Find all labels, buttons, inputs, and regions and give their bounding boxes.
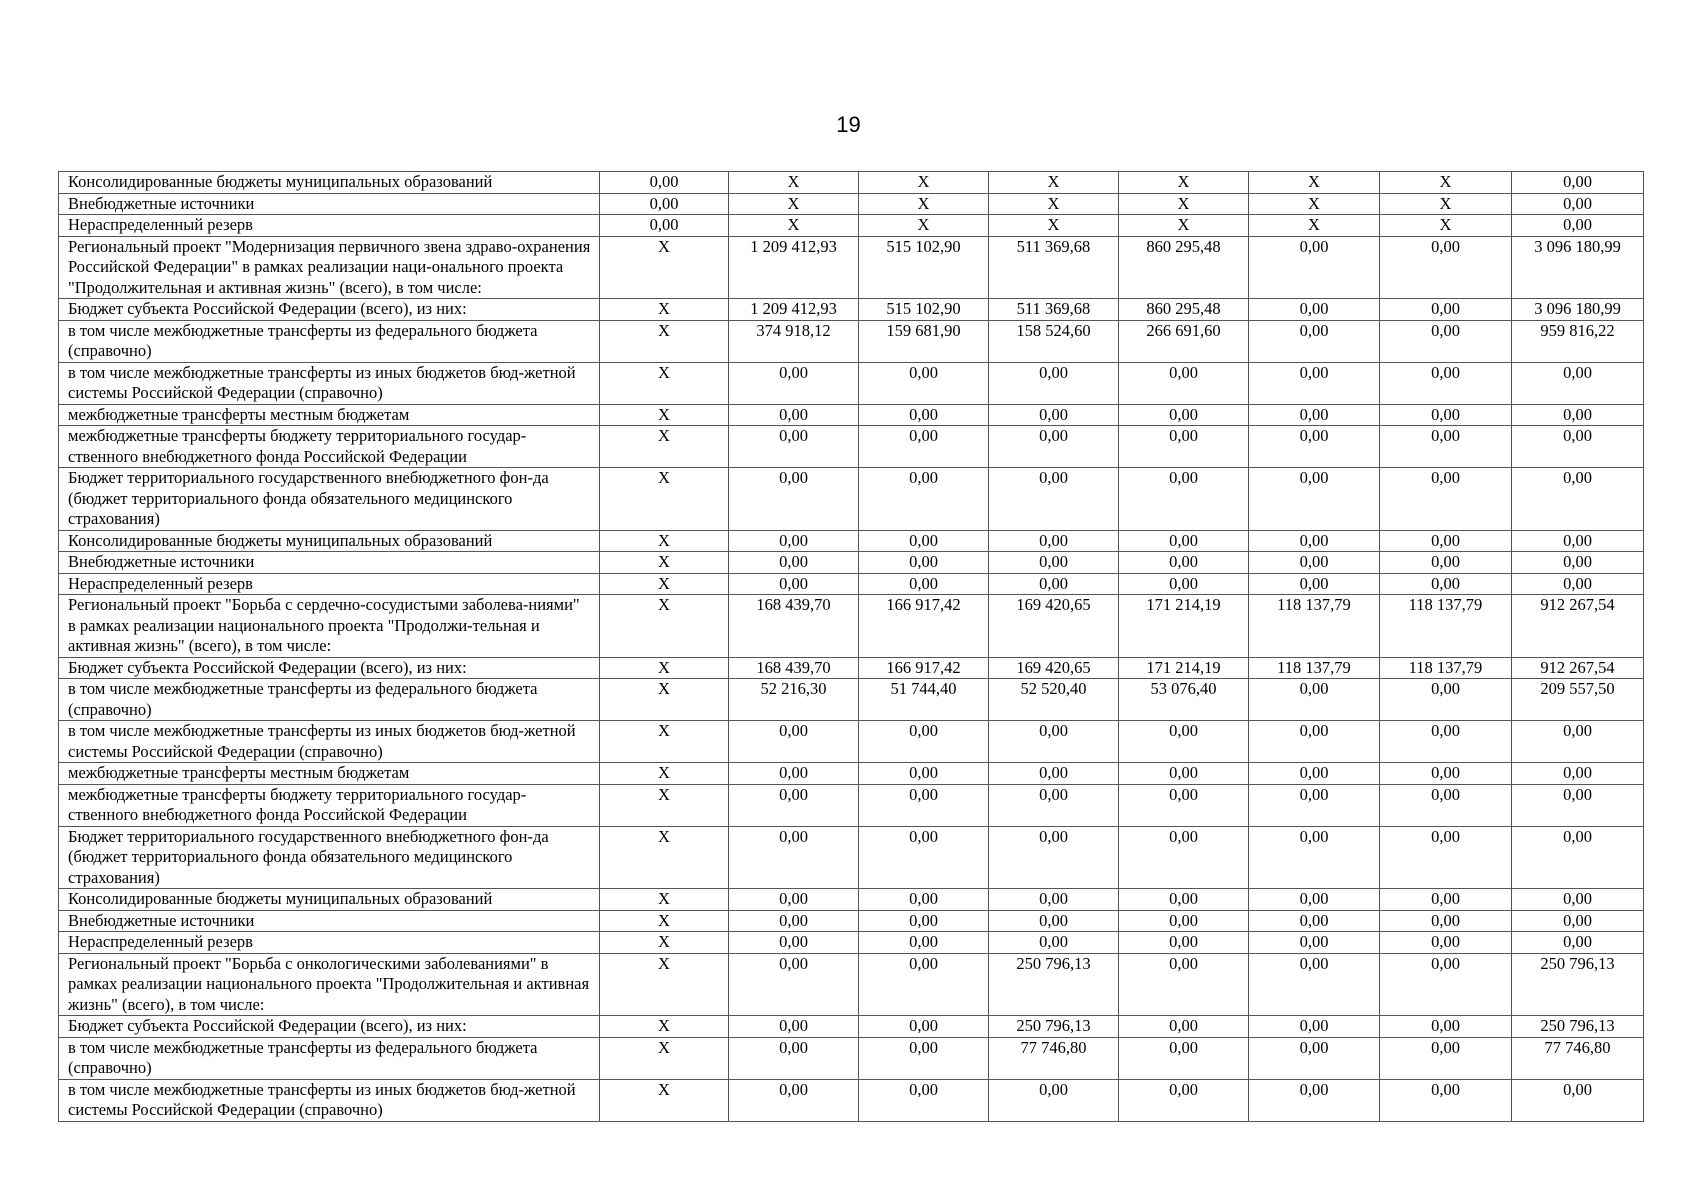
value-cell: 0,00 bbox=[859, 552, 989, 574]
value-cell: 0,00 bbox=[859, 784, 989, 826]
table-row bbox=[59, 763, 1644, 785]
value-cell: 0,00 bbox=[1512, 215, 1644, 237]
value-cell: 0,00 bbox=[600, 215, 729, 237]
value-cell: 0,00 bbox=[859, 889, 989, 911]
value-cell: 0,00 bbox=[1380, 362, 1512, 404]
value-cell: 0,00 bbox=[859, 953, 989, 1016]
value-cell: 0,00 bbox=[729, 953, 859, 1016]
table-row bbox=[59, 1079, 1644, 1121]
value-cell: X bbox=[1249, 172, 1380, 194]
value-cell: X bbox=[989, 215, 1119, 237]
value-cell: 0,00 bbox=[859, 826, 989, 889]
value-cell: X bbox=[1249, 193, 1380, 215]
table-row bbox=[59, 236, 1644, 299]
value-cell: 511 369,68 bbox=[989, 236, 1119, 299]
value-cell: 0,00 bbox=[1380, 404, 1512, 426]
value-cell: 0,00 bbox=[1119, 1016, 1249, 1038]
value-cell: 0,00 bbox=[989, 763, 1119, 785]
value-cell: X bbox=[1380, 172, 1512, 194]
row-label-cell: в том числе межбюджетные трансферты из федерального бюджета (справочно) bbox=[59, 1037, 600, 1079]
value-cell: X bbox=[600, 299, 729, 321]
value-cell: 0,00 bbox=[729, 426, 859, 468]
row-label-cell: межбюджетные трансферты местным бюджетам bbox=[59, 763, 600, 785]
value-cell: 0,00 bbox=[1380, 679, 1512, 721]
value-cell: 0,00 bbox=[1380, 530, 1512, 552]
value-cell: 169 420,65 bbox=[989, 657, 1119, 679]
value-cell: 0,00 bbox=[729, 932, 859, 954]
table-row bbox=[59, 530, 1644, 552]
value-cell: 0,00 bbox=[1380, 1016, 1512, 1038]
value-cell: 0,00 bbox=[989, 932, 1119, 954]
value-cell: 0,00 bbox=[989, 573, 1119, 595]
value-cell: X bbox=[600, 910, 729, 932]
value-cell: 166 917,42 bbox=[859, 595, 989, 658]
value-cell: 168 439,70 bbox=[729, 657, 859, 679]
value-cell: 3 096 180,99 bbox=[1512, 299, 1644, 321]
value-cell: 0,00 bbox=[859, 1037, 989, 1079]
value-cell: 0,00 bbox=[1512, 530, 1644, 552]
table-row bbox=[59, 362, 1644, 404]
row-label-cell: Консолидированные бюджеты муниципальных образований bbox=[59, 530, 600, 552]
value-cell: 0,00 bbox=[989, 552, 1119, 574]
value-cell: 0,00 bbox=[1380, 784, 1512, 826]
value-cell: X bbox=[1249, 215, 1380, 237]
value-cell: 0,00 bbox=[989, 530, 1119, 552]
value-cell: 0,00 bbox=[1512, 910, 1644, 932]
value-cell: 0,00 bbox=[859, 530, 989, 552]
row-label-cell: Консолидированные бюджеты муниципальных образований bbox=[59, 172, 600, 194]
value-cell: X bbox=[600, 953, 729, 1016]
value-cell: 0,00 bbox=[729, 889, 859, 911]
value-cell: 118 137,79 bbox=[1249, 595, 1380, 658]
value-cell: 0,00 bbox=[1249, 826, 1380, 889]
value-cell: 0,00 bbox=[600, 172, 729, 194]
value-cell: 169 420,65 bbox=[989, 595, 1119, 658]
value-cell: 0,00 bbox=[1119, 910, 1249, 932]
table-row bbox=[59, 595, 1644, 658]
value-cell: 77 746,80 bbox=[1512, 1037, 1644, 1079]
table-row bbox=[59, 1037, 1644, 1079]
value-cell: 266 691,60 bbox=[1119, 320, 1249, 362]
table-row bbox=[59, 953, 1644, 1016]
value-cell: 0,00 bbox=[859, 763, 989, 785]
value-cell: 0,00 bbox=[989, 826, 1119, 889]
value-cell: 0,00 bbox=[989, 721, 1119, 763]
row-label-cell: в том числе межбюджетные трансферты из федерального бюджета (справочно) bbox=[59, 679, 600, 721]
value-cell: 0,00 bbox=[1380, 1079, 1512, 1121]
value-cell: 0,00 bbox=[859, 573, 989, 595]
table-row bbox=[59, 932, 1644, 954]
table-row bbox=[59, 1016, 1644, 1038]
row-label-cell: Бюджет субъекта Российской Федерации (всего), из них: bbox=[59, 657, 600, 679]
value-cell: 0,00 bbox=[1249, 889, 1380, 911]
value-cell: 0,00 bbox=[1380, 721, 1512, 763]
value-cell: 0,00 bbox=[1249, 426, 1380, 468]
value-cell: 0,00 bbox=[1119, 1079, 1249, 1121]
value-cell: 0,00 bbox=[1119, 468, 1249, 531]
value-cell: 0,00 bbox=[859, 721, 989, 763]
value-cell: 912 267,54 bbox=[1512, 657, 1644, 679]
value-cell: 0,00 bbox=[729, 763, 859, 785]
row-label-cell: в том числе межбюджетные трансферты из иных бюджетов бюд-жетной системы Российской Федерации (справочно) bbox=[59, 362, 600, 404]
value-cell: 166 917,42 bbox=[859, 657, 989, 679]
value-cell: 0,00 bbox=[1380, 299, 1512, 321]
value-cell: 511 369,68 bbox=[989, 299, 1119, 321]
value-cell: 77 746,80 bbox=[989, 1037, 1119, 1079]
value-cell: X bbox=[1119, 193, 1249, 215]
value-cell: 158 524,60 bbox=[989, 320, 1119, 362]
value-cell: X bbox=[600, 404, 729, 426]
value-cell: 0,00 bbox=[1119, 721, 1249, 763]
value-cell: 0,00 bbox=[729, 784, 859, 826]
table-row bbox=[59, 404, 1644, 426]
value-cell: X bbox=[600, 932, 729, 954]
value-cell: X bbox=[600, 826, 729, 889]
table-row bbox=[59, 721, 1644, 763]
value-cell: 0,00 bbox=[1119, 763, 1249, 785]
value-cell: 3 096 180,99 bbox=[1512, 236, 1644, 299]
value-cell: 0,00 bbox=[989, 1079, 1119, 1121]
value-cell: 0,00 bbox=[1380, 236, 1512, 299]
value-cell: 0,00 bbox=[729, 826, 859, 889]
row-label-cell: в том числе межбюджетные трансферты из иных бюджетов бюд-жетной системы Российской Федерации (справочно) bbox=[59, 721, 600, 763]
value-cell: 118 137,79 bbox=[1249, 657, 1380, 679]
value-cell: 0,00 bbox=[729, 573, 859, 595]
value-cell: 0,00 bbox=[1119, 404, 1249, 426]
row-label-cell: межбюджетные трансферты бюджету территориального государ-ственного внебюджетного фонда Российской Федерации bbox=[59, 426, 600, 468]
value-cell: X bbox=[600, 320, 729, 362]
value-cell: 0,00 bbox=[1249, 573, 1380, 595]
value-cell: 52 520,40 bbox=[989, 679, 1119, 721]
row-label-cell: Нераспределенный резерв bbox=[59, 215, 600, 237]
value-cell: 0,00 bbox=[989, 784, 1119, 826]
value-cell: 0,00 bbox=[859, 910, 989, 932]
value-cell: 0,00 bbox=[1512, 193, 1644, 215]
value-cell: X bbox=[1119, 172, 1249, 194]
value-cell: X bbox=[600, 468, 729, 531]
value-cell: X bbox=[859, 215, 989, 237]
value-cell: X bbox=[729, 172, 859, 194]
value-cell: 860 295,48 bbox=[1119, 299, 1249, 321]
value-cell: 159 681,90 bbox=[859, 320, 989, 362]
value-cell: 0,00 bbox=[1380, 468, 1512, 531]
value-cell: 0,00 bbox=[729, 404, 859, 426]
table-row bbox=[59, 910, 1644, 932]
value-cell: 168 439,70 bbox=[729, 595, 859, 658]
value-cell: 0,00 bbox=[1249, 236, 1380, 299]
value-cell: 0,00 bbox=[1119, 889, 1249, 911]
value-cell: X bbox=[600, 784, 729, 826]
row-label-cell: Нераспределенный резерв bbox=[59, 932, 600, 954]
value-cell: X bbox=[729, 215, 859, 237]
value-cell: 0,00 bbox=[1119, 784, 1249, 826]
value-cell: X bbox=[600, 426, 729, 468]
value-cell: 860 295,48 bbox=[1119, 236, 1249, 299]
value-cell: 0,00 bbox=[729, 721, 859, 763]
table-row bbox=[59, 657, 1644, 679]
value-cell: 0,00 bbox=[729, 1079, 859, 1121]
value-cell: 0,00 bbox=[729, 530, 859, 552]
row-label-cell: Бюджет территориального государственного внебюджетного фон-да (бюджет территориального фонда обязательного медицинского страхования) bbox=[59, 826, 600, 889]
value-cell: 515 102,90 bbox=[859, 299, 989, 321]
value-cell: 0,00 bbox=[859, 426, 989, 468]
value-cell: 912 267,54 bbox=[1512, 595, 1644, 658]
row-label-cell: Региональный проект "Борьба с онкологическими заболеваниями" в рамках реализации национального проекта "Продолжительная и активная жизнь" (всего), в том числе: bbox=[59, 953, 600, 1016]
value-cell: 0,00 bbox=[1512, 172, 1644, 194]
value-cell: 0,00 bbox=[1119, 953, 1249, 1016]
value-cell: 0,00 bbox=[989, 426, 1119, 468]
value-cell: 0,00 bbox=[1512, 552, 1644, 574]
value-cell: 0,00 bbox=[1380, 889, 1512, 911]
value-cell: 0,00 bbox=[1380, 826, 1512, 889]
value-cell: X bbox=[600, 763, 729, 785]
value-cell: 0,00 bbox=[1119, 552, 1249, 574]
value-cell: 0,00 bbox=[859, 468, 989, 531]
value-cell: 1 209 412,93 bbox=[729, 236, 859, 299]
value-cell: 374 918,12 bbox=[729, 320, 859, 362]
value-cell: X bbox=[600, 1016, 729, 1038]
value-cell: 0,00 bbox=[1249, 320, 1380, 362]
value-cell: 0,00 bbox=[859, 1079, 989, 1121]
value-cell: 0,00 bbox=[1249, 932, 1380, 954]
row-label-cell: Внебюджетные источники bbox=[59, 552, 600, 574]
value-cell: 0,00 bbox=[1249, 552, 1380, 574]
value-cell: 0,00 bbox=[1249, 299, 1380, 321]
table-row bbox=[59, 193, 1644, 215]
value-cell: X bbox=[600, 236, 729, 299]
row-label-cell: Нераспределенный резерв bbox=[59, 573, 600, 595]
value-cell: 0,00 bbox=[1249, 784, 1380, 826]
value-cell: 0,00 bbox=[729, 552, 859, 574]
value-cell: 0,00 bbox=[1380, 910, 1512, 932]
value-cell: 0,00 bbox=[1512, 362, 1644, 404]
value-cell: 0,00 bbox=[1119, 530, 1249, 552]
row-label-cell: межбюджетные трансферты бюджету территориального государ-ственного внебюджетного фонда Российской Федерации bbox=[59, 784, 600, 826]
row-label-cell: Региональный проект "Борьба с сердечно-сосудистыми заболева-ниями" в рамках реализации национального проекта "Продолжи-тельная и активная жизнь" (всего), в том числе: bbox=[59, 595, 600, 658]
value-cell: X bbox=[729, 193, 859, 215]
value-cell: X bbox=[600, 362, 729, 404]
value-cell: 0,00 bbox=[600, 193, 729, 215]
value-cell: 171 214,19 bbox=[1119, 595, 1249, 658]
value-cell: X bbox=[600, 721, 729, 763]
value-cell: 0,00 bbox=[989, 910, 1119, 932]
value-cell: X bbox=[600, 573, 729, 595]
value-cell: X bbox=[989, 193, 1119, 215]
row-label-cell: Консолидированные бюджеты муниципальных образований bbox=[59, 889, 600, 911]
value-cell: 0,00 bbox=[1249, 1016, 1380, 1038]
value-cell: 0,00 bbox=[1249, 468, 1380, 531]
value-cell: X bbox=[1380, 193, 1512, 215]
value-cell: 0,00 bbox=[859, 932, 989, 954]
value-cell: 0,00 bbox=[1512, 826, 1644, 889]
value-cell: 0,00 bbox=[1119, 573, 1249, 595]
value-cell: 0,00 bbox=[989, 404, 1119, 426]
value-cell: 0,00 bbox=[1380, 320, 1512, 362]
value-cell: 0,00 bbox=[1512, 763, 1644, 785]
value-cell: 118 137,79 bbox=[1380, 657, 1512, 679]
value-cell: 0,00 bbox=[1119, 426, 1249, 468]
value-cell: 0,00 bbox=[1119, 826, 1249, 889]
value-cell: 0,00 bbox=[1119, 932, 1249, 954]
value-cell: 0,00 bbox=[989, 362, 1119, 404]
value-cell: 0,00 bbox=[1380, 1037, 1512, 1079]
value-cell: 250 796,13 bbox=[1512, 953, 1644, 1016]
value-cell: 250 796,13 bbox=[1512, 1016, 1644, 1038]
value-cell: 0,00 bbox=[1380, 953, 1512, 1016]
value-cell: 515 102,90 bbox=[859, 236, 989, 299]
value-cell: 0,00 bbox=[1380, 552, 1512, 574]
page-number: 19 bbox=[836, 112, 861, 137]
value-cell: X bbox=[1380, 215, 1512, 237]
value-cell: 53 076,40 bbox=[1119, 679, 1249, 721]
value-cell: 0,00 bbox=[1512, 889, 1644, 911]
value-cell: 0,00 bbox=[1512, 468, 1644, 531]
value-cell: 0,00 bbox=[1249, 953, 1380, 1016]
table-row bbox=[59, 426, 1644, 468]
row-label-cell: Бюджет субъекта Российской Федерации (всего), из них: bbox=[59, 299, 600, 321]
value-cell: 209 557,50 bbox=[1512, 679, 1644, 721]
value-cell: 0,00 bbox=[859, 404, 989, 426]
value-cell: X bbox=[859, 172, 989, 194]
value-cell: X bbox=[600, 595, 729, 658]
row-label-cell: Бюджет территориального государственного внебюджетного фон-да (бюджет территориального фонда обязательного медицинского страхования) bbox=[59, 468, 600, 531]
value-cell: X bbox=[600, 679, 729, 721]
table-row bbox=[59, 299, 1644, 321]
value-cell: 0,00 bbox=[1512, 573, 1644, 595]
value-cell: 0,00 bbox=[1249, 910, 1380, 932]
value-cell: 0,00 bbox=[1380, 763, 1512, 785]
value-cell: 959 816,22 bbox=[1512, 320, 1644, 362]
value-cell: 0,00 bbox=[729, 910, 859, 932]
value-cell: X bbox=[989, 172, 1119, 194]
value-cell: 0,00 bbox=[1512, 721, 1644, 763]
value-cell: 0,00 bbox=[1512, 932, 1644, 954]
row-label-cell: в том числе межбюджетные трансферты из иных бюджетов бюд-жетной системы Российской Федерации (справочно) bbox=[59, 1079, 600, 1121]
value-cell: 0,00 bbox=[729, 1016, 859, 1038]
table-row bbox=[59, 679, 1644, 721]
row-label-cell: в том числе межбюджетные трансферты из федерального бюджета (справочно) bbox=[59, 320, 600, 362]
table-row bbox=[59, 468, 1644, 531]
value-cell: 1 209 412,93 bbox=[729, 299, 859, 321]
value-cell: 0,00 bbox=[1249, 679, 1380, 721]
value-cell: 0,00 bbox=[1249, 763, 1380, 785]
value-cell: 0,00 bbox=[1512, 1079, 1644, 1121]
table-row bbox=[59, 172, 1644, 194]
value-cell: X bbox=[600, 889, 729, 911]
value-cell: 118 137,79 bbox=[1380, 595, 1512, 658]
value-cell: X bbox=[859, 193, 989, 215]
table-row bbox=[59, 552, 1644, 574]
value-cell: 52 216,30 bbox=[729, 679, 859, 721]
table-row bbox=[59, 826, 1644, 889]
row-label-cell: межбюджетные трансферты местным бюджетам bbox=[59, 404, 600, 426]
value-cell: 0,00 bbox=[989, 889, 1119, 911]
value-cell: 250 796,13 bbox=[989, 1016, 1119, 1038]
value-cell: X bbox=[600, 1037, 729, 1079]
value-cell: 0,00 bbox=[1119, 362, 1249, 404]
value-cell: 0,00 bbox=[1380, 932, 1512, 954]
value-cell: 0,00 bbox=[1512, 404, 1644, 426]
table-row bbox=[59, 573, 1644, 595]
value-cell: 0,00 bbox=[729, 468, 859, 531]
row-label-cell: Внебюджетные источники bbox=[59, 193, 600, 215]
table-row bbox=[59, 215, 1644, 237]
value-cell: 250 796,13 bbox=[989, 953, 1119, 1016]
value-cell: 0,00 bbox=[1119, 1037, 1249, 1079]
table-row bbox=[59, 784, 1644, 826]
value-cell: 0,00 bbox=[1249, 404, 1380, 426]
value-cell: 0,00 bbox=[1249, 530, 1380, 552]
value-cell: X bbox=[600, 530, 729, 552]
row-label-cell: Бюджет субъекта Российской Федерации (всего), из них: bbox=[59, 1016, 600, 1038]
value-cell: X bbox=[600, 657, 729, 679]
value-cell: X bbox=[600, 552, 729, 574]
value-cell: 0,00 bbox=[1512, 784, 1644, 826]
table-row bbox=[59, 889, 1644, 911]
value-cell: 0,00 bbox=[989, 468, 1119, 531]
value-cell: 0,00 bbox=[1380, 426, 1512, 468]
value-cell: 171 214,19 bbox=[1119, 657, 1249, 679]
value-cell: X bbox=[1119, 215, 1249, 237]
value-cell: 0,00 bbox=[1249, 1079, 1380, 1121]
value-cell: 0,00 bbox=[1512, 426, 1644, 468]
table-row bbox=[59, 320, 1644, 362]
value-cell: 0,00 bbox=[1380, 573, 1512, 595]
value-cell: 0,00 bbox=[729, 362, 859, 404]
row-label-cell: Региональный проект "Модернизация первичного звена здраво-охранения Российской Федерации" в рамках реализации наци-онального проекта "Продолжительная и активная жизнь" (всего), в том числе: bbox=[59, 236, 600, 299]
row-label-cell: Внебюджетные источники bbox=[59, 910, 600, 932]
budget-table bbox=[58, 171, 1644, 1122]
value-cell: X bbox=[600, 1079, 729, 1121]
value-cell: 0,00 bbox=[859, 1016, 989, 1038]
value-cell: 0,00 bbox=[729, 1037, 859, 1079]
value-cell: 0,00 bbox=[859, 362, 989, 404]
table-body bbox=[59, 172, 1644, 1122]
value-cell: 0,00 bbox=[1249, 362, 1380, 404]
value-cell: 0,00 bbox=[1249, 721, 1380, 763]
value-cell: 51 744,40 bbox=[859, 679, 989, 721]
value-cell: 0,00 bbox=[1249, 1037, 1380, 1079]
